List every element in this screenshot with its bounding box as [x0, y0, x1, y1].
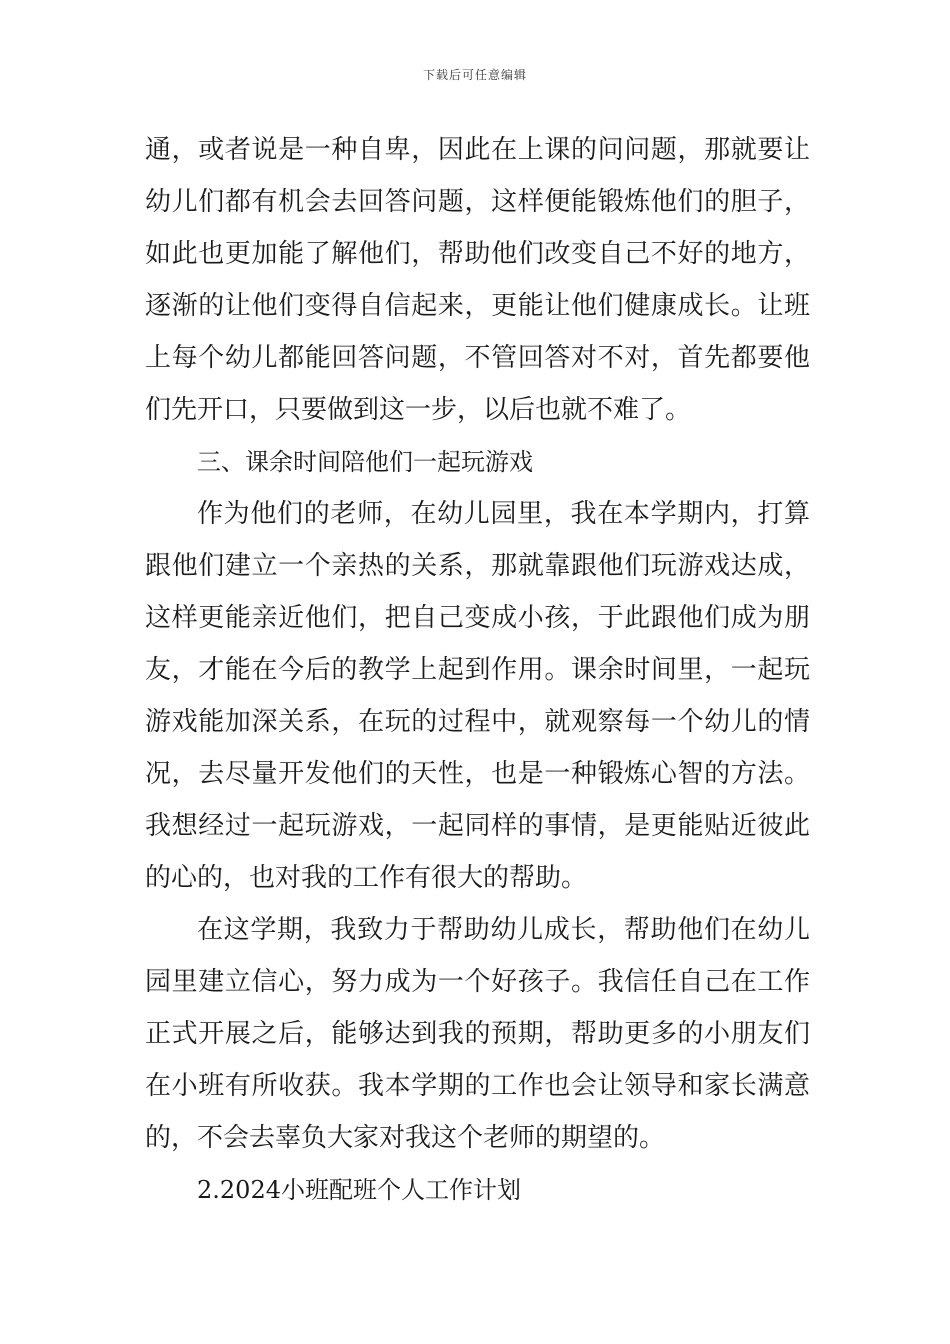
section-heading: 三、课余时间陪他们一起玩游戏 — [197, 448, 533, 476]
body-line: 作为他们的老师，在幼儿园里，我在本学期内，打算 — [197, 499, 810, 529]
body-line: 跟他们建立一个亲热的关系，那就靠跟他们玩游戏达成， — [145, 551, 810, 581]
body-line: 的心的，也对我的工作有很大的帮助。 — [145, 863, 588, 893]
body-line: 通，或者说是一种自卑，因此在上课的问问题，那就要让 — [145, 135, 810, 165]
body-line: 游戏能加深关系，在玩的过程中，就观察每一个幼儿的情 — [145, 707, 810, 737]
page-header: 下载后可任意编辑 — [422, 68, 527, 82]
body-line: 这样更能亲近他们，把自己变成小孩，于此跟他们成为朋 — [145, 603, 810, 633]
body-line: 如此也更加能了解他们，帮助他们改变自己不好的地方， — [145, 239, 810, 269]
body-line: 我想经过一起玩游戏，一起同样的事情，是更能贴近彼此 — [145, 811, 810, 841]
body-line: 逐渐的让他们变得自信起来，更能让他们健康成长。让班 — [145, 291, 810, 321]
body-line: 正式开展之后，能够达到我的预期，帮助更多的小朋友们 — [145, 1019, 810, 1049]
body-line: 上每个幼儿都能回答问题，不管回答对不对，首先都要他 — [145, 343, 810, 373]
body-line: 在这学期，我致力于帮助幼儿成长，帮助他们在幼儿 — [197, 915, 810, 945]
body-line: 况，去尽量开发他们的天性，也是一种锻炼心智的方法。 — [145, 759, 810, 789]
body-line: 友，才能在今后的教学上起到作用。课余时间里，一起玩 — [145, 655, 810, 685]
body-line: 幼儿们都有机会去回答问题，这样便能锻炼他们的胆子， — [145, 187, 810, 217]
body-line: 们先开口，只要做到这一步，以后也就不难了。 — [145, 395, 692, 425]
body-line: 园里建立信心，努力成为一个好孩子。我信任自己在工作 — [145, 967, 810, 997]
document-body — [145, 128, 810, 1220]
body-line: 的，不会去辜负大家对我这个老师的期望的。 — [145, 1123, 666, 1153]
section-heading: 2.2024小班配班个人工作计划 — [197, 1176, 521, 1204]
body-line: 在小班有所收获。我本学期的工作也会让领导和家长满意 — [145, 1071, 810, 1101]
